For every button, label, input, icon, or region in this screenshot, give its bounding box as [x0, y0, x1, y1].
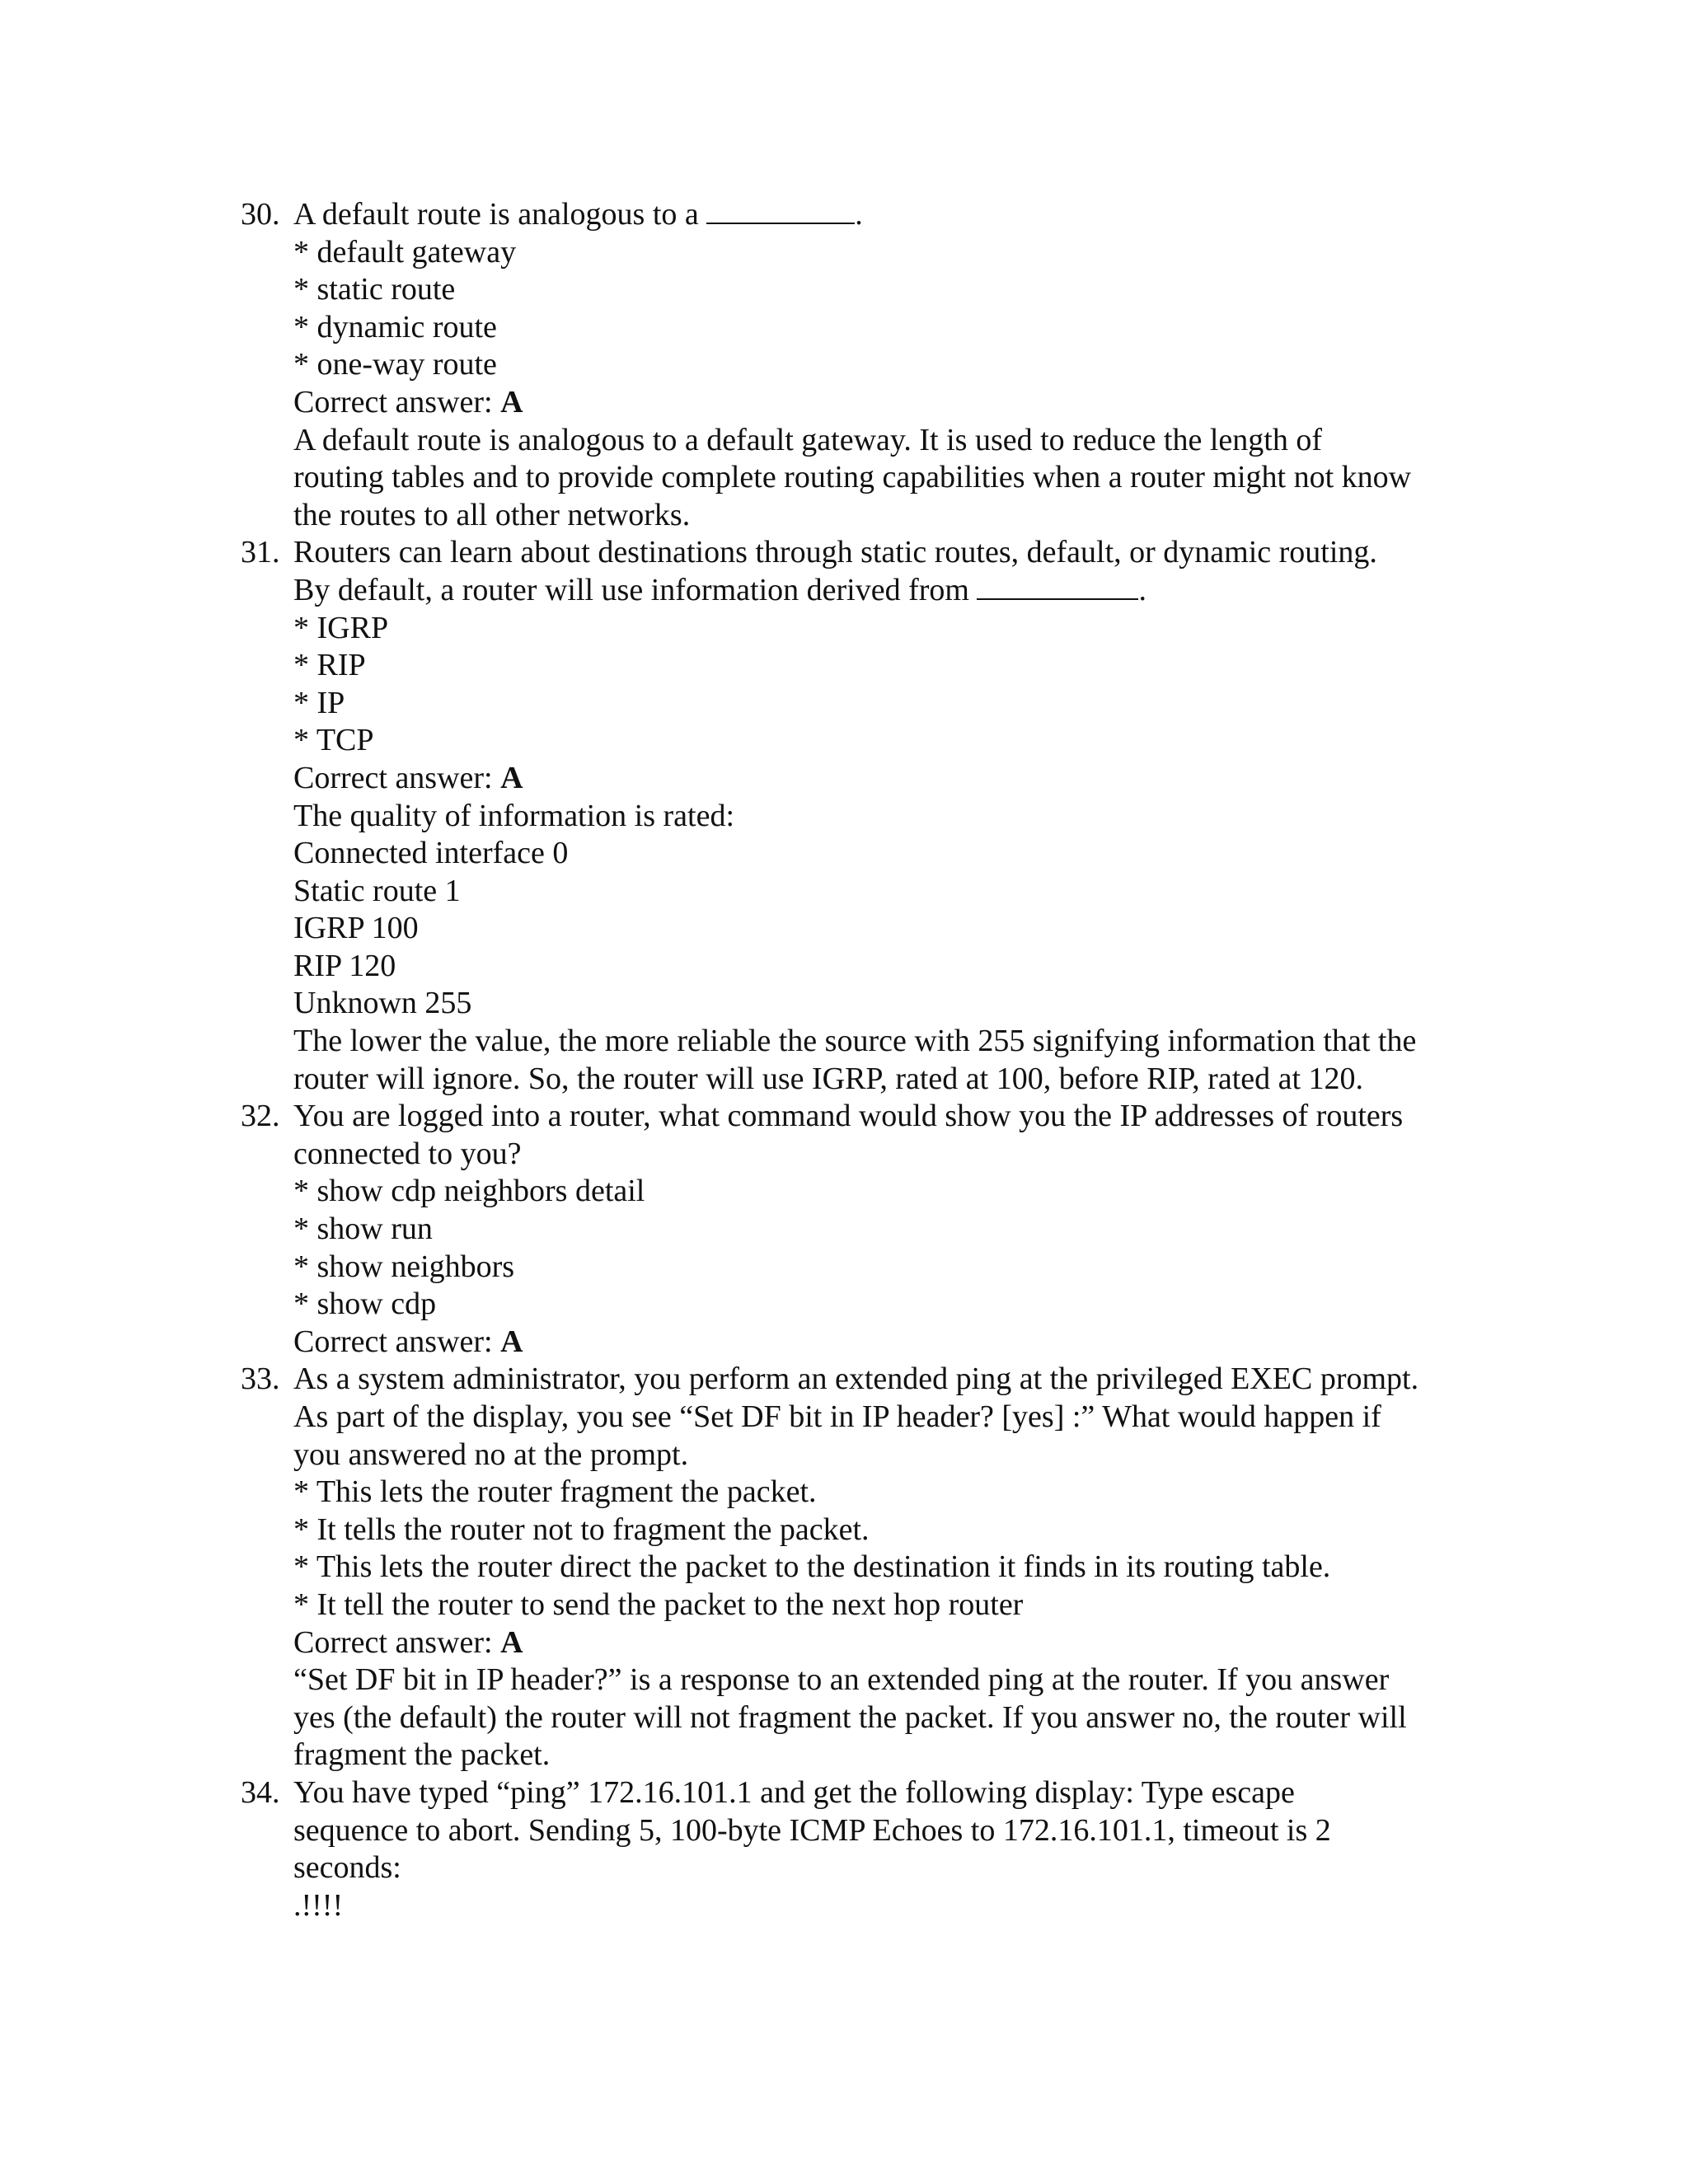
option: * This lets the router fragment the packet. — [293, 1474, 817, 1510]
question-stem: sequence to abort. Sending 5, 100-byte ICMP Echoes to 172.16.101.1, timeout is 2 — [293, 1812, 1331, 1848]
stem-end: . — [1138, 572, 1146, 607]
answer-letter: A — [500, 1624, 523, 1660]
question-32 — [241, 1098, 1493, 1361]
answer-letter: A — [500, 1324, 523, 1359]
answer-label: Correct answer: — [293, 1324, 501, 1359]
explanation-line: router will ignore. So, the router will use IGRP, rated at 100, before RIP, rated at 120. — [293, 1061, 1364, 1096]
explanation-line: Connected interface 0 — [293, 836, 569, 871]
option: * It tell the router to send the packet to the next hop router — [293, 1586, 1024, 1622]
answer-label: Correct answer: — [293, 760, 501, 795]
explanation-line: yes (the default) the router will not fragment the packet. If you answer no, the router will — [293, 1699, 1407, 1735]
question-31 — [241, 534, 1493, 1098]
question-stem: Routers can learn about destinations through static routes, default, or dynamic routing. — [293, 535, 1377, 570]
ping-output: .!!!! — [293, 1887, 344, 1923]
question-stem: You are logged into a router, what command would show you the IP addresses of routers — [293, 1099, 1404, 1134]
option: * static route — [293, 272, 456, 307]
explanation-line: A default route is analogous to a default gateway. It is used to reduce the length of — [293, 422, 1322, 457]
explanation-line: “Set DF bit in IP header?” is a response to an extended ping at the router. If you answer — [293, 1662, 1390, 1698]
question-number: 31. — [241, 535, 280, 570]
question-list — [241, 196, 1493, 1924]
question-number: 34. — [241, 1774, 280, 1810]
explanation-line: fragment the packet. — [293, 1737, 551, 1773]
option: * This lets the router direct the packet to the destination it finds in its routing table. — [293, 1549, 1331, 1585]
explanation-line: IGRP 100 — [293, 911, 419, 946]
answer-label: Correct answer: — [293, 384, 501, 419]
question-30 — [241, 196, 1493, 534]
question-number: 33. — [241, 1361, 280, 1397]
option: * It tells the router not to fragment the packet. — [293, 1511, 870, 1547]
correct-answer — [293, 1324, 1493, 1361]
question-stem: you answered no at the prompt. — [293, 1436, 689, 1472]
explanation-line: The quality of information is rated: — [293, 798, 735, 833]
question-stem: As part of the display, you see “Set DF bit in IP header? [yes] :” What would happen if — [293, 1399, 1381, 1434]
question-33 — [241, 1361, 1493, 1774]
option: * show run — [293, 1212, 433, 1247]
question-stem — [293, 196, 1493, 234]
option: * IP — [293, 685, 345, 720]
answer-letter: A — [500, 384, 523, 419]
correct-answer — [293, 760, 1493, 798]
option: * one-way route — [293, 347, 497, 382]
answer-label: Correct answer: — [293, 1624, 501, 1660]
option: * show neighbors — [293, 1249, 515, 1284]
answer-letter: A — [500, 760, 523, 795]
question-34 — [241, 1774, 1493, 1924]
option: * dynamic route — [293, 309, 497, 344]
explanation-line: Unknown 255 — [293, 986, 472, 1021]
question-stem: seconds: — [293, 1850, 401, 1886]
answer-blank — [706, 196, 855, 224]
option: * show cdp — [293, 1286, 437, 1322]
question-stem: As a system administrator, you perform an extended ping at the privileged EXEC prompt. — [293, 1361, 1419, 1397]
stem-end: . — [855, 197, 863, 232]
option: * show cdp neighbors detail — [293, 1174, 645, 1209]
stem-text: A default route is analogous to a — [293, 197, 707, 232]
question-stem: connected to you? — [293, 1136, 522, 1171]
correct-answer — [293, 1624, 1493, 1662]
option: * RIP — [293, 648, 366, 683]
explanation-line: RIP 120 — [293, 948, 396, 983]
explanation-line: the routes to all other networks. — [293, 497, 691, 532]
stem-text: By default, a router will use information derived from — [293, 572, 978, 607]
answer-blank — [977, 572, 1138, 600]
question-stem — [293, 572, 1493, 610]
question-number: 32. — [241, 1099, 280, 1134]
question-number: 30. — [241, 197, 280, 232]
option: * IGRP — [293, 610, 389, 645]
explanation-line: Static route 1 — [293, 873, 461, 908]
explanation-line: routing tables and to provide complete routing capabilities when a router might not know — [293, 460, 1412, 495]
option: * TCP — [293, 723, 374, 758]
explanation-line: The lower the value, the more reliable the source with 255 signifying information that the — [293, 1024, 1417, 1059]
correct-answer — [293, 384, 1493, 422]
option: * default gateway — [293, 234, 517, 269]
question-stem: You have typed “ping” 172.16.101.1 and get the following display: Type escape — [293, 1774, 1295, 1810]
